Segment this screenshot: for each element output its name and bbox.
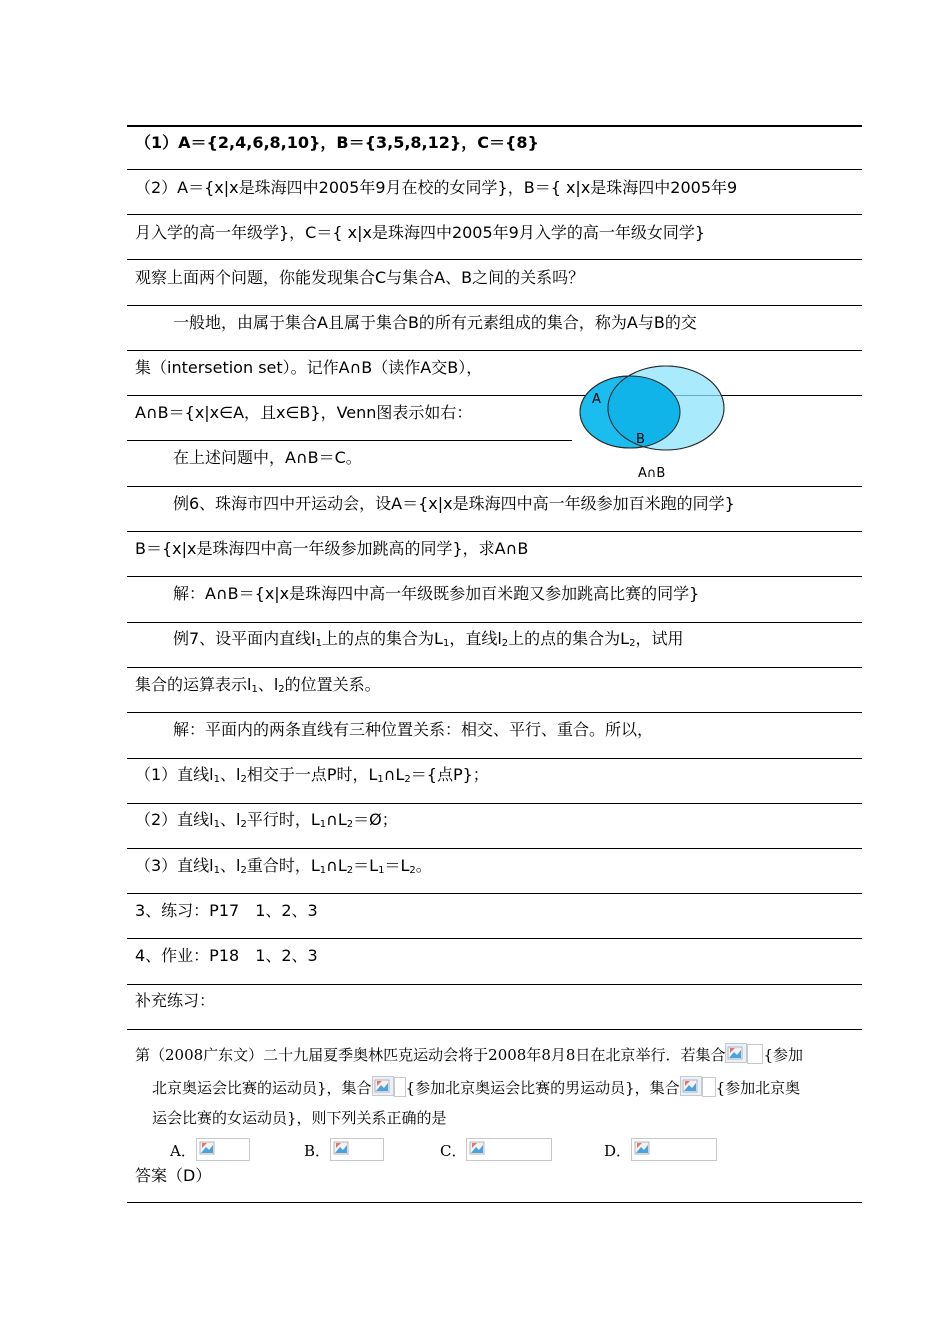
broken-image-icon	[634, 1140, 650, 1156]
venn-label-b: B	[636, 432, 645, 447]
option-c: C．	[440, 1138, 552, 1161]
intersection-conclusion: 在上述问题中，A∩B＝C。	[173, 448, 362, 467]
option-a-image	[196, 1138, 250, 1161]
example-7-line-1: 例7、设平面内直线$l_1$上的点的集合为$L_1$，直线$l_2$上的点的集合为$L_2$，试用	[173, 629, 684, 649]
solution-7: 解：平面内的两条直线有三种位置关系：相交、平行、重合。所以，	[173, 720, 654, 739]
table-rule	[127, 622, 862, 623]
option-b: B．	[304, 1138, 384, 1161]
table-rule	[127, 848, 862, 849]
supplementary-heading: 补充练习：	[135, 991, 216, 1010]
homework-line: 4、作业：P18 1、2、3	[135, 946, 318, 965]
example-6-line-1: 例6、珠海市四中开运动会，设A＝{x|x是珠海四中高一年级参加百米跑的同学}	[173, 494, 735, 513]
problem-2-line-2: 月入学的高一年级学}，C＝{ x|x是珠海四中2005年9月入学的高一年级女同学}	[135, 223, 706, 242]
table-rule	[127, 305, 862, 306]
broken-image-icon	[199, 1140, 215, 1156]
example-6-line-2: B＝{x|x是珠海四中高一年级参加跳高的同学}，求A∩B	[135, 539, 529, 558]
example-7-line-2: 集合的运算表示$l_1$、$l_2$的位置关系。	[135, 675, 381, 695]
question-text: 观察上面两个问题，你能发现集合C与集合A、B之间的关系吗？	[135, 268, 585, 287]
table-rule	[127, 712, 862, 713]
broken-image-icon	[469, 1140, 485, 1156]
practice-line: 3、练习：P17 1、2、3	[135, 901, 318, 920]
definition-line-1: 一般地，由属于集合A且属于集合B的所有元素组成的集合，称为A与B的交	[173, 313, 697, 332]
broken-image-icon	[725, 1043, 747, 1063]
table-rule	[127, 350, 862, 351]
table-rule	[127, 984, 862, 985]
venn-diagram	[578, 362, 728, 487]
broken-image-icon	[680, 1076, 702, 1096]
broken-image-icon	[333, 1140, 349, 1156]
table-rule	[127, 259, 862, 260]
table-rule	[127, 758, 862, 759]
case-3: （3）直线$l_1$、$l_2$重合时，$L_1\cap L_2=L_1=L_2$。	[135, 856, 432, 876]
option-d: D．	[604, 1138, 717, 1161]
table-rule	[127, 486, 862, 487]
solution-6: 解：A∩B＝{x|x是珠海四中高一年级既参加百米跑又参加跳高比赛的同学}	[173, 584, 700, 603]
venn-label-a: A	[592, 392, 601, 407]
table-rule	[127, 803, 862, 804]
option-a: A．	[170, 1138, 250, 1161]
problem-2-line-1: （2）A＝{x|x是珠海四中2005年9月在校的女同学}，B＝{ x|x是珠海四中2005年9	[135, 178, 738, 197]
intersection-formula: A∩B＝{x|x∈A，且x∈B}，Venn图表示如右：	[135, 403, 473, 422]
table-rule	[127, 667, 862, 668]
table-rule	[127, 1202, 862, 1203]
table-rule	[127, 395, 862, 396]
question-line-3: 运会比赛的女运动员}，则下列关系正确的是	[152, 1109, 447, 1127]
table-rule	[127, 125, 862, 127]
table-rule	[127, 440, 572, 441]
table-rule	[127, 1029, 862, 1030]
case-1: （1）直线$l_1$、$l_2$相交于一点P时，$L_1\cap L_2=${点P}；	[135, 765, 489, 785]
question-line-1: 第（2008广东文）二十九届夏季奥林匹克运动会将于2008年8月8日在北京举行．若集合 {参加	[135, 1043, 803, 1065]
case-2: （2）直线$l_1$、$l_2$平行时，$L_1\cap L_2=Ø$；	[135, 810, 398, 830]
table-rule	[127, 531, 862, 532]
table-rule	[127, 169, 862, 170]
table-rule	[127, 214, 862, 215]
option-b-image	[330, 1138, 384, 1161]
question-line-2: 北京奥运会比赛的运动员}，集合 {参加北京奥运会比赛的男运动员}，集合 {参加北京奥	[152, 1076, 800, 1098]
venn-caption: A∩B	[638, 466, 666, 481]
definition-line-2: 集（intersetion set）。记作A∩B（读作A交B），	[135, 358, 483, 377]
answer-line: 答案（D）	[135, 1166, 212, 1185]
option-c-image	[466, 1138, 552, 1161]
problem-1: （1）A＝{2,4,6,8,10}，B＝{3,5,8,12}，C＝{8}	[135, 133, 539, 152]
option-d-image	[631, 1138, 717, 1161]
table-rule	[127, 576, 862, 577]
broken-image-icon	[372, 1076, 394, 1096]
table-rule	[127, 893, 862, 894]
table-rule	[127, 938, 862, 939]
